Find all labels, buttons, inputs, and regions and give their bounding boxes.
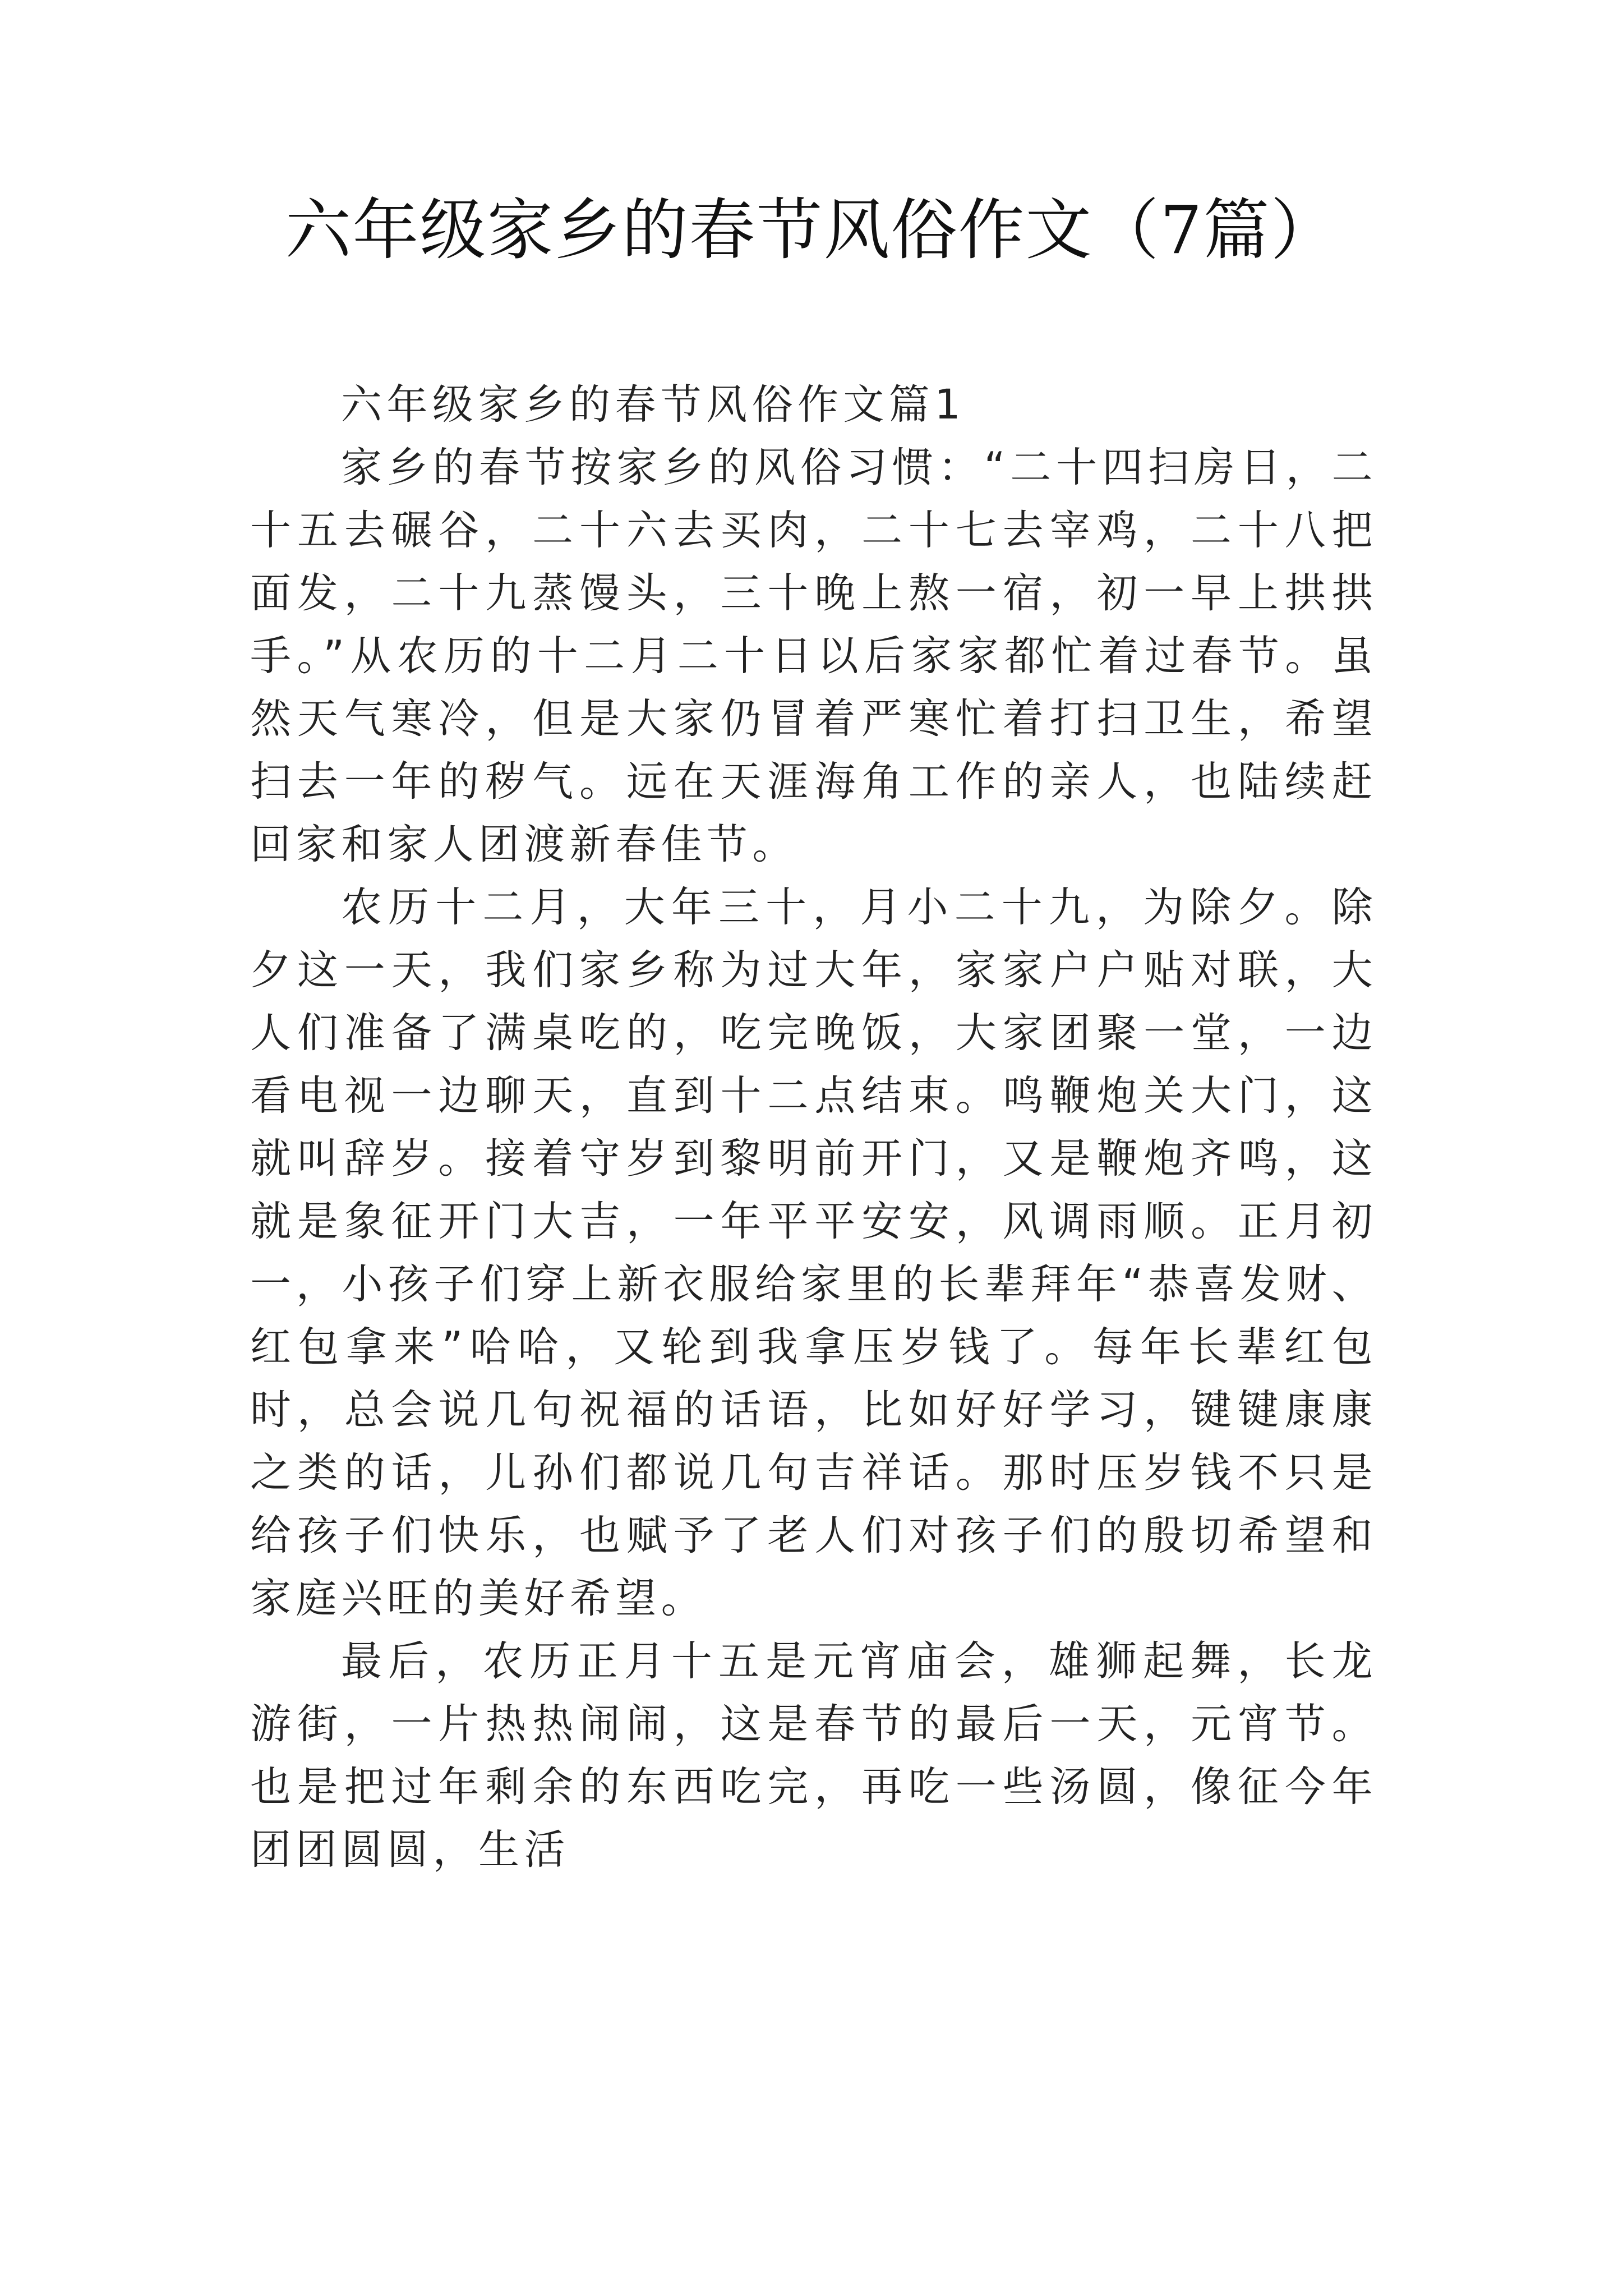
paragraph-1: 家乡的春节按家乡的风俗习惯：“二十四扫房日，二十五去碾谷，二十六去买肉，二十七去宰鸡，二十八把面发，二十九蒸馒头，三十晚上熬一宿，初一早上拱拱手。”从农历的十二月二十日以后家家都忙着过春节。虽然天气寒冷，但是大家仍冒着严寒忙着打扫卫生，希望扫去一年的秽气。远在天涯海角工作的亲人，也陆续赶回家和家人团渡新春佳节。 <box>250 444 1377 868</box>
paragraph-2: 农历十二月，大年三十，月小二十九，为除夕。除夕这一天，我们家乡称为过大年，家家户户贴对联，大人们准备了满桌吃的，吃完晚饭，大家团聚一堂，一边看电视一边聊天，直到十二点结束。鸣鞭炮关大门，这就叫辞岁。接着守岁到黎明前开门，又是鞭炮齐鸣，这就是象征开门大吉，一年平平安安，风调雨顺。正月初一，小孩子们穿上新衣服给家里的长辈拜年“恭喜发财、红包拿来”哈哈，又轮到我拿压岁钱了。每年长辈红包时，总会说几句祝福的话语，比如好好学习，键键康康之类的话，儿孙们都说几句吉祥话。那时压岁钱不只是给孩子们快乐，也赋予了老人们对孩子们的殷切希望和家庭兴旺的美好希望。 <box>250 884 1377 1622</box>
document-body <box>250 374 1377 1881</box>
document-title: 六年级家乡的春节风俗作文（7篇） <box>285 191 1338 269</box>
paragraph-3: 最后，农历正月十五是元宵庙会，雄狮起舞，长龙游街，一片热热闹闹，这是春节的最后一天，元宵节。也是把过年剩余的东西吃完，再吃一些汤圆，像征今年团团圆圆，生活 <box>250 1637 1377 1874</box>
section-heading: 六年级家乡的春节风俗作文篇1 <box>341 381 966 429</box>
